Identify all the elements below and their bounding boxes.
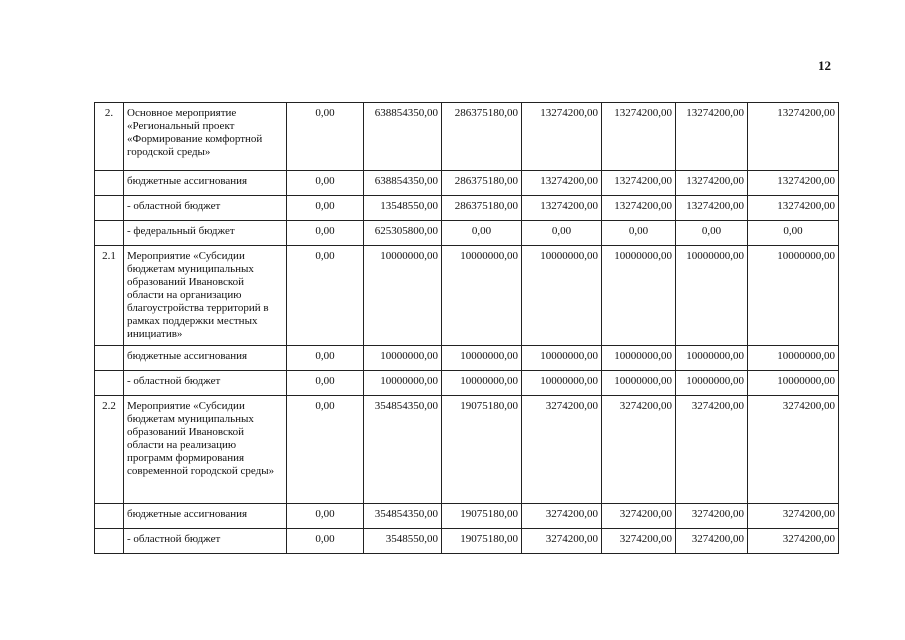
row-name: - областной бюджет [124,371,287,396]
value-cell: 10000000,00 [676,346,748,371]
row-name: - федеральный бюджет [124,221,287,246]
value-cell: 10000000,00 [364,371,442,396]
value-cell: 286375180,00 [442,103,522,171]
value-cell: 19075180,00 [442,529,522,554]
value-cell: 13274200,00 [748,103,839,171]
value-cell: 638854350,00 [364,171,442,196]
table-row-2 [95,103,839,171]
value-cell: 3274200,00 [676,529,748,554]
value-cell: 10000000,00 [442,246,522,346]
value-cell: 286375180,00 [442,171,522,196]
value-cell: 3274200,00 [522,504,602,529]
value-cell: 638854350,00 [364,103,442,171]
row-number [95,529,124,554]
row-name: бюджетные ассигнования [124,171,287,196]
row-name: бюджетные ассигнования [124,346,287,371]
value-cell: 19075180,00 [442,504,522,529]
row-name: - областной бюджет [124,196,287,221]
value-cell: 0,00 [287,196,364,221]
value-cell: 10000000,00 [364,246,442,346]
value-cell: 0,00 [522,221,602,246]
value-cell: 0,00 [287,171,364,196]
value-cell: 3274200,00 [748,396,839,504]
value-cell: 10000000,00 [676,246,748,346]
table-row-2-federal [95,221,839,246]
row-number [95,371,124,396]
value-cell: 13274200,00 [522,196,602,221]
table-row-2-1-allocations [95,346,839,371]
value-cell: 0,00 [748,221,839,246]
value-cell: 0,00 [287,396,364,504]
value-cell: 354854350,00 [364,396,442,504]
row-number [95,504,124,529]
row-name: бюджетные ассигнования [124,504,287,529]
row-number [95,346,124,371]
value-cell: 10000000,00 [522,371,602,396]
value-cell: 13274200,00 [748,196,839,221]
value-cell: 0,00 [287,103,364,171]
value-cell: 3274200,00 [602,529,676,554]
value-cell: 13274200,00 [522,103,602,171]
value-cell: 0,00 [287,221,364,246]
value-cell: 10000000,00 [442,371,522,396]
value-cell: 13274200,00 [676,196,748,221]
row-name: Мероприятие «Субсидии бюджетам муниципальных образований Ивановской области на реализацию программ формирования современной городской среды» [124,396,287,504]
value-cell: 13274200,00 [602,171,676,196]
row-name: - областной бюджет [124,529,287,554]
value-cell: 10000000,00 [602,346,676,371]
budget-table [94,102,839,554]
value-cell: 286375180,00 [442,196,522,221]
value-cell: 0,00 [442,221,522,246]
value-cell: 13274200,00 [602,103,676,171]
row-number: 2.1 [95,246,124,346]
value-cell: 3274200,00 [602,396,676,504]
value-cell: 3274200,00 [676,504,748,529]
table-row-2-1 [95,246,839,346]
value-cell: 13274200,00 [676,103,748,171]
row-number [95,196,124,221]
value-cell: 13274200,00 [522,171,602,196]
row-number: 2. [95,103,124,171]
value-cell: 13274200,00 [602,196,676,221]
value-cell: 10000000,00 [676,371,748,396]
value-cell: 0,00 [287,346,364,371]
value-cell: 0,00 [676,221,748,246]
value-cell: 0,00 [287,529,364,554]
value-cell: 3274200,00 [522,529,602,554]
value-cell: 3274200,00 [748,529,839,554]
value-cell: 625305800,00 [364,221,442,246]
value-cell: 19075180,00 [442,396,522,504]
value-cell: 0,00 [602,221,676,246]
row-number [95,171,124,196]
value-cell: 10000000,00 [748,346,839,371]
value-cell: 10000000,00 [522,246,602,346]
table-row-2-allocations [95,171,839,196]
value-cell: 10000000,00 [748,246,839,346]
value-cell: 3274200,00 [602,504,676,529]
row-name: Основное мероприятие «Региональный проект «Формирование комфортной городской среды» [124,103,287,171]
row-name: Мероприятие «Субсидии бюджетам муниципальных образований Ивановской области на организацию благоустройства территорий в рамках поддержки местных инициатив» [124,246,287,346]
value-cell: 354854350,00 [364,504,442,529]
value-cell: 0,00 [287,371,364,396]
value-cell: 13274200,00 [676,171,748,196]
value-cell: 3274200,00 [748,504,839,529]
table-row-2-regional [95,196,839,221]
table-row-2-2-regional [95,529,839,554]
table-row-2-2-allocations [95,504,839,529]
value-cell: 10000000,00 [602,371,676,396]
value-cell: 3548550,00 [364,529,442,554]
value-cell: 3274200,00 [522,396,602,504]
value-cell: 10000000,00 [748,371,839,396]
value-cell: 10000000,00 [522,346,602,371]
value-cell: 10000000,00 [442,346,522,371]
value-cell: 10000000,00 [602,246,676,346]
value-cell: 0,00 [287,504,364,529]
row-number [95,221,124,246]
value-cell: 3274200,00 [676,396,748,504]
value-cell: 13548550,00 [364,196,442,221]
value-cell: 10000000,00 [364,346,442,371]
table-row-2-1-regional [95,371,839,396]
value-cell: 0,00 [287,246,364,346]
page-number: 12 [818,58,831,73]
value-cell: 13274200,00 [748,171,839,196]
row-number: 2.2 [95,396,124,504]
table-row-2-2 [95,396,839,504]
budget-table-body [95,103,839,554]
